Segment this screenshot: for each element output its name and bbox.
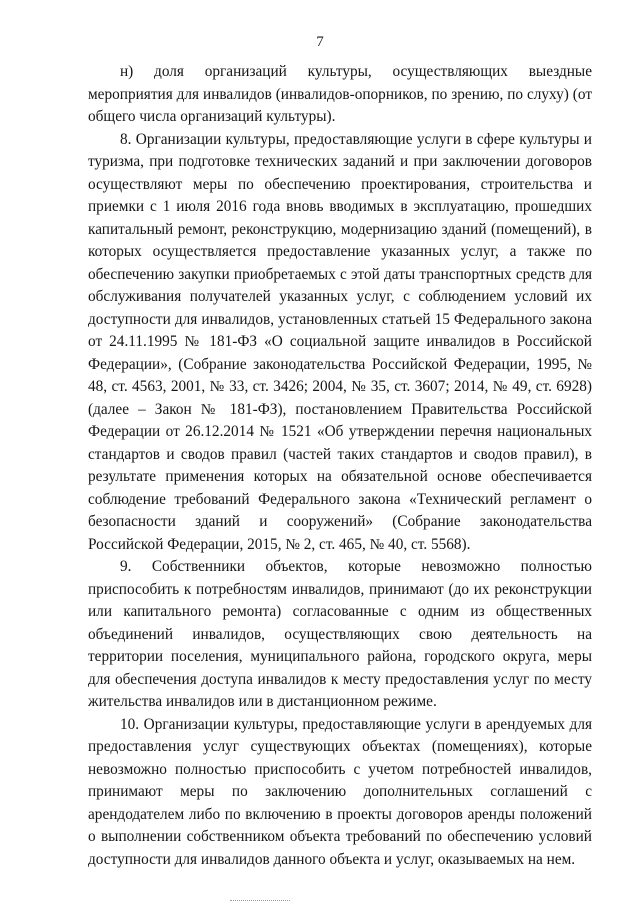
scan-artifact-line <box>230 900 290 901</box>
paragraph-8: 8. Организации культуры, предоставляющие услуги в сфере культуры и туризма, при подготовке технических заданий и при заключении договоров осуществляют меры по обеспечению проектирования, строительства и приемки с 1 июля 2016 года вновь вводимых в эксплуатацию, прошедших капитальный ремонт, реконструкцию, модернизацию зданий (помещений), в которых осуществляется предоставление указанных услуг, а также по обеспечению закупки приобретаемых с этой даты транспортных средств для обслуживания получателей указанных услуг, с соблюдением условий их доступности для инвалидов, установленных статьей 15 Федерального закона от 24.11.1995 № 181-ФЗ «О социальной защите инвалидов в Российской Федерации», (Собрание законодательства Российской Федерации, 1995, № 48, ст. 4563, 2001, № 33, ст. 3426; 2004, № 35, ст. 3607; 2014, № 49, ст. 6928) (далее – Закон № 181-ФЗ), постановлением Правительства Российской Федерации от 26.12.2014 № 1521 «Об утверждении перечня национальных стандартов и сводов правил (частей таких стандартов и сводов правил), в результате применения которых на обязательной основе обеспечивается соблюдение требований Федерального закона «Технический регламент о безопасности зданий и сооружений» (Собрание законодательства Российской Федерации, 2015, № 2, ст. 465, № 40, ст. 5568). <box>88 130 592 553</box>
page-number: 7 <box>316 34 324 50</box>
document-body <box>88 61 592 871</box>
paragraph-9: 9. Собственники объектов, которые невозможно полностью приспособить к потребностям инвалидов, принимают (до их реконструкции или капитального ремонта) согласованные с одним из общественных объединений инвалидов, осуществляющих свою деятельность на территории поселения, муниципального района, городского округа, меры для обеспечения доступа инвалидов к месту предоставления услуг по месту жительства инвалидов или в дистанционном режиме. <box>88 558 592 710</box>
paragraph-10: 10. Организации культуры, предоставляющие услуги в арендуемых для предоставления услуг существующих объектах (помещениях), которые невозможно полностью приспособить с учетом потребностей инвалидов, принимают меры по заключению дополнительных соглашений с арендодателем либо по включению в проекты договоров аренды положений о выполнении собственником объекта требований по обеспечению условий доступности для инвалидов данного объекта и услуг, оказываемых на нем. <box>88 715 592 868</box>
paragraph-item-n: н) доля организаций культуры, осуществляющих выездные мероприятия для инвалидов (инвалидов-опорников, по зрению, по слуху) (от общего числа организаций культуры). <box>88 63 592 125</box>
